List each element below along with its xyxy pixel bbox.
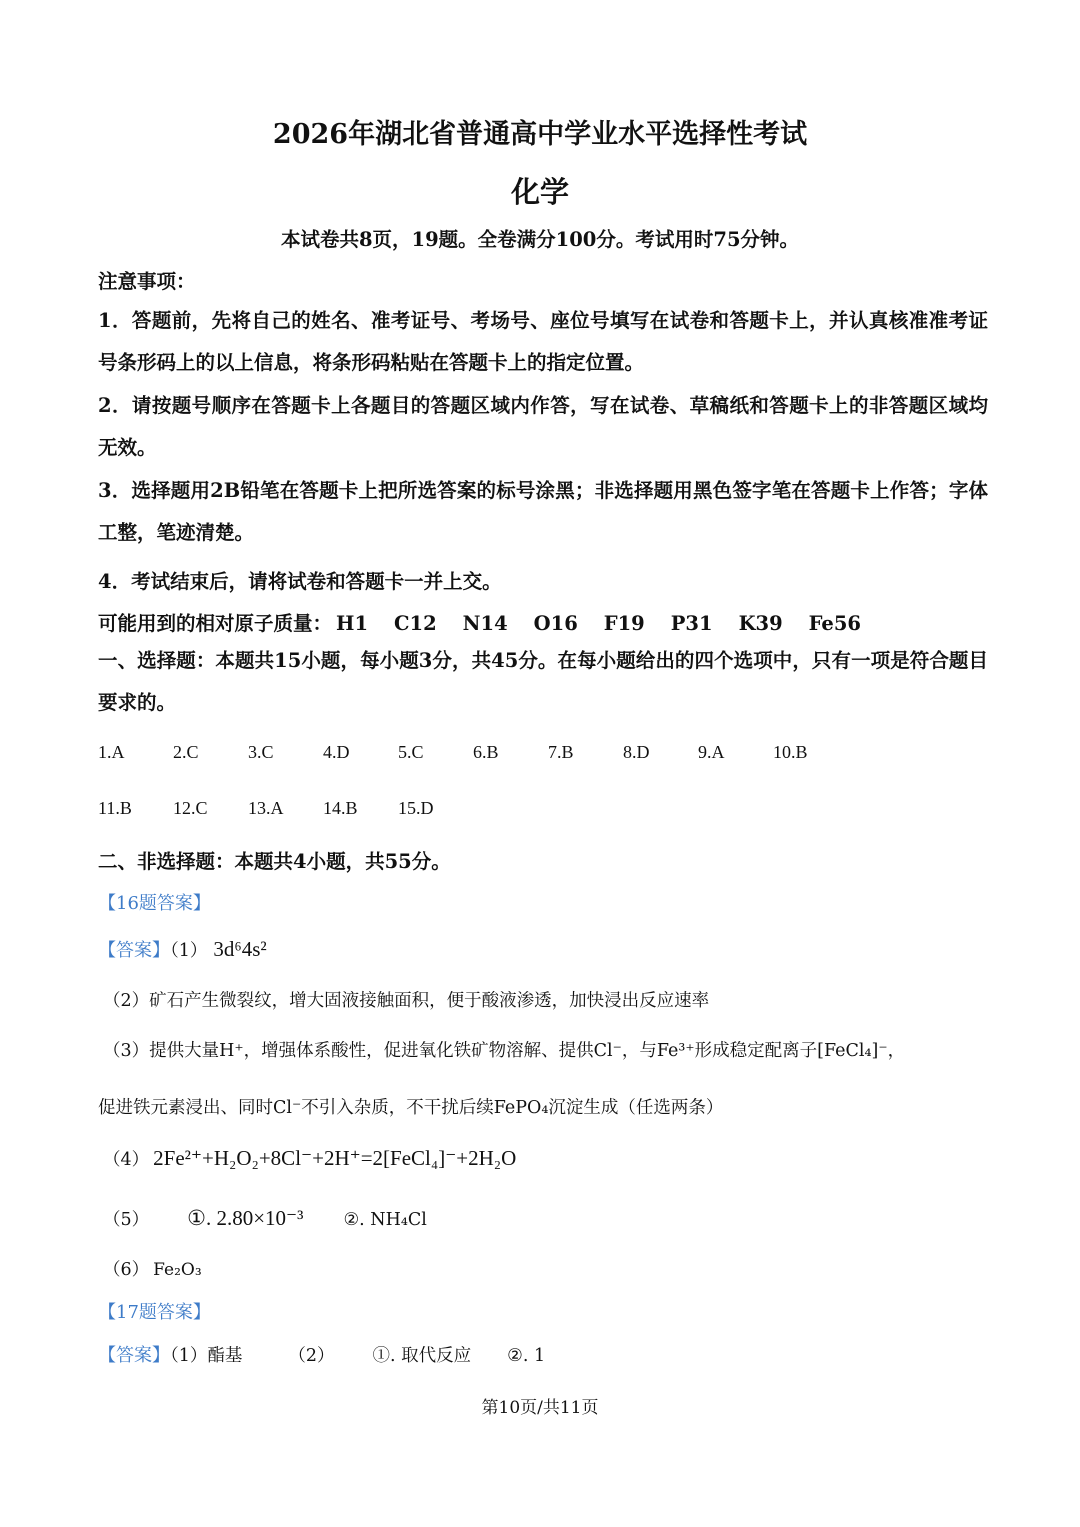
q17-a2-part1: ①. 取代反应: [372, 1346, 472, 1366]
exam-intro: 本试卷共8页，19题。全卷满分100分。考试用时75分钟。: [280, 228, 800, 251]
atomic-mass: N14: [462, 612, 508, 635]
q16-answer-tag: 【答案】: [98, 940, 170, 961]
atomic-mass: F19: [603, 612, 645, 635]
answer-10: 10.B: [773, 742, 808, 762]
atomic-mass: H1: [336, 612, 369, 635]
answer-9: 9.A: [698, 742, 725, 762]
section2-heading: 二、非选择题：本题共4小题，共55分。: [98, 850, 451, 873]
section1-heading: 一、选择题：本题共15小题，每小题3分，共45分。在每小题给出的四个选项中，只有一项是符合题目要求的。: [98, 649, 988, 714]
notice-item-3: 3．选择题用2B铅笔在答题卡上把所选答案的标号涂黑；非选择题用黑色签字笔在答题卡上作答；字体工整，笔迹清楚。: [98, 479, 988, 544]
q16-answer-4: [103, 1146, 516, 1171]
q16-answer-2: （2）矿石产生微裂纹，增大固液接触面积，便于酸液渗透，加快浸出反应速率: [103, 991, 710, 1011]
atomic-mass: K39: [738, 612, 783, 635]
page-footer: 第10页/共11页: [481, 1398, 599, 1418]
subject-title: 化学: [510, 175, 569, 209]
q16-answer-5: [103, 1206, 427, 1231]
notice-heading: 注意事项：: [98, 270, 196, 293]
q16-answer-3-line2: 促进铁元素浸出、同时Cl⁻不引入杂质，不干扰后续FePO₄沉淀生成（任选两条）: [98, 1098, 724, 1118]
answer-13: 13.A: [248, 798, 284, 818]
q17-answer-tag: 【答案】: [98, 1345, 170, 1366]
answer-4: 4.D: [323, 742, 350, 762]
q16-a6: Fe₂O₃: [153, 1260, 202, 1280]
q16-answer-6: [103, 1256, 202, 1281]
notice-item-4: 4．考试结束后，请将试卷和答题卡一并上交。: [98, 570, 502, 593]
answer-14: 14.B: [323, 798, 358, 818]
q16-a5-part2: ②. NH₄Cl: [343, 1210, 427, 1230]
q16-a5-num: （5）: [103, 1210, 150, 1230]
atomic-mass: O16: [533, 612, 578, 635]
answer-3: 3.C: [248, 742, 274, 762]
q16-answer-3-line1: （3）提供大量H⁺，增强体系酸性，促进氧化铁矿物溶解、提供Cl⁻，与Fe³⁺形成稳定配离子[FeCl₄]⁻，: [103, 1041, 906, 1061]
answer-6: 6.B: [473, 742, 499, 762]
notice-item-2: 2．请按题号顺序在答题卡上各题目的答题区域内作答，写在试卷、草稿纸和答题卡上的非答题区域均无效。: [98, 394, 988, 459]
answer-1: 1.A: [98, 742, 125, 762]
answer-8: 8.D: [623, 742, 650, 762]
atomic-mass: Fe56: [808, 612, 861, 635]
q17-tag: 【17题答案】: [98, 1302, 211, 1323]
q16-a5-part1: ①. 2.80×10⁻³: [187, 1206, 304, 1230]
q16-answer-1: [98, 936, 267, 962]
q17-a1: （1）酯基: [170, 1346, 243, 1366]
atomic-masses: [98, 608, 988, 636]
exam-title: 2026年湖北省普通高中学业水平选择性考试: [272, 119, 808, 150]
q17-a2-part2: ②. 1: [507, 1346, 546, 1366]
q16-a1-num: （1）: [170, 941, 208, 961]
atomic-mass: P31: [670, 612, 713, 635]
atomic-masses-label: 可能用到的相对原子质量：: [98, 612, 333, 635]
q16-a1-formula: 3d⁶4s²: [213, 937, 267, 961]
q16-tag: 【16题答案】: [98, 893, 211, 914]
answer-12: 12.C: [173, 798, 208, 818]
q16-a6-num: （6）: [103, 1260, 150, 1280]
q16-a4-num: （4）: [103, 1150, 150, 1170]
answer-11: 11.B: [98, 798, 132, 818]
q16-a4-equation: 2Fe²⁺+H₂O₂+8Cl⁻+2H⁺=2[FeCl₄]⁻+2H₂O: [153, 1146, 517, 1170]
answer-15: 15.D: [398, 798, 434, 818]
answer-7: 7.B: [548, 742, 574, 762]
answer-2: 2.C: [173, 742, 199, 762]
atomic-mass: C12: [394, 612, 437, 635]
q17-answer: [98, 1341, 545, 1367]
q17-a2-num: （2）: [288, 1346, 335, 1366]
notice-item-1: 1．答题前，先将自己的姓名、准考证号、考场号、座位号填写在试卷和答题卡上，并认真核准准考证号条形码上的以上信息，将条形码粘贴在答题卡上的指定位置。: [98, 309, 988, 374]
answer-5: 5.C: [398, 742, 424, 762]
